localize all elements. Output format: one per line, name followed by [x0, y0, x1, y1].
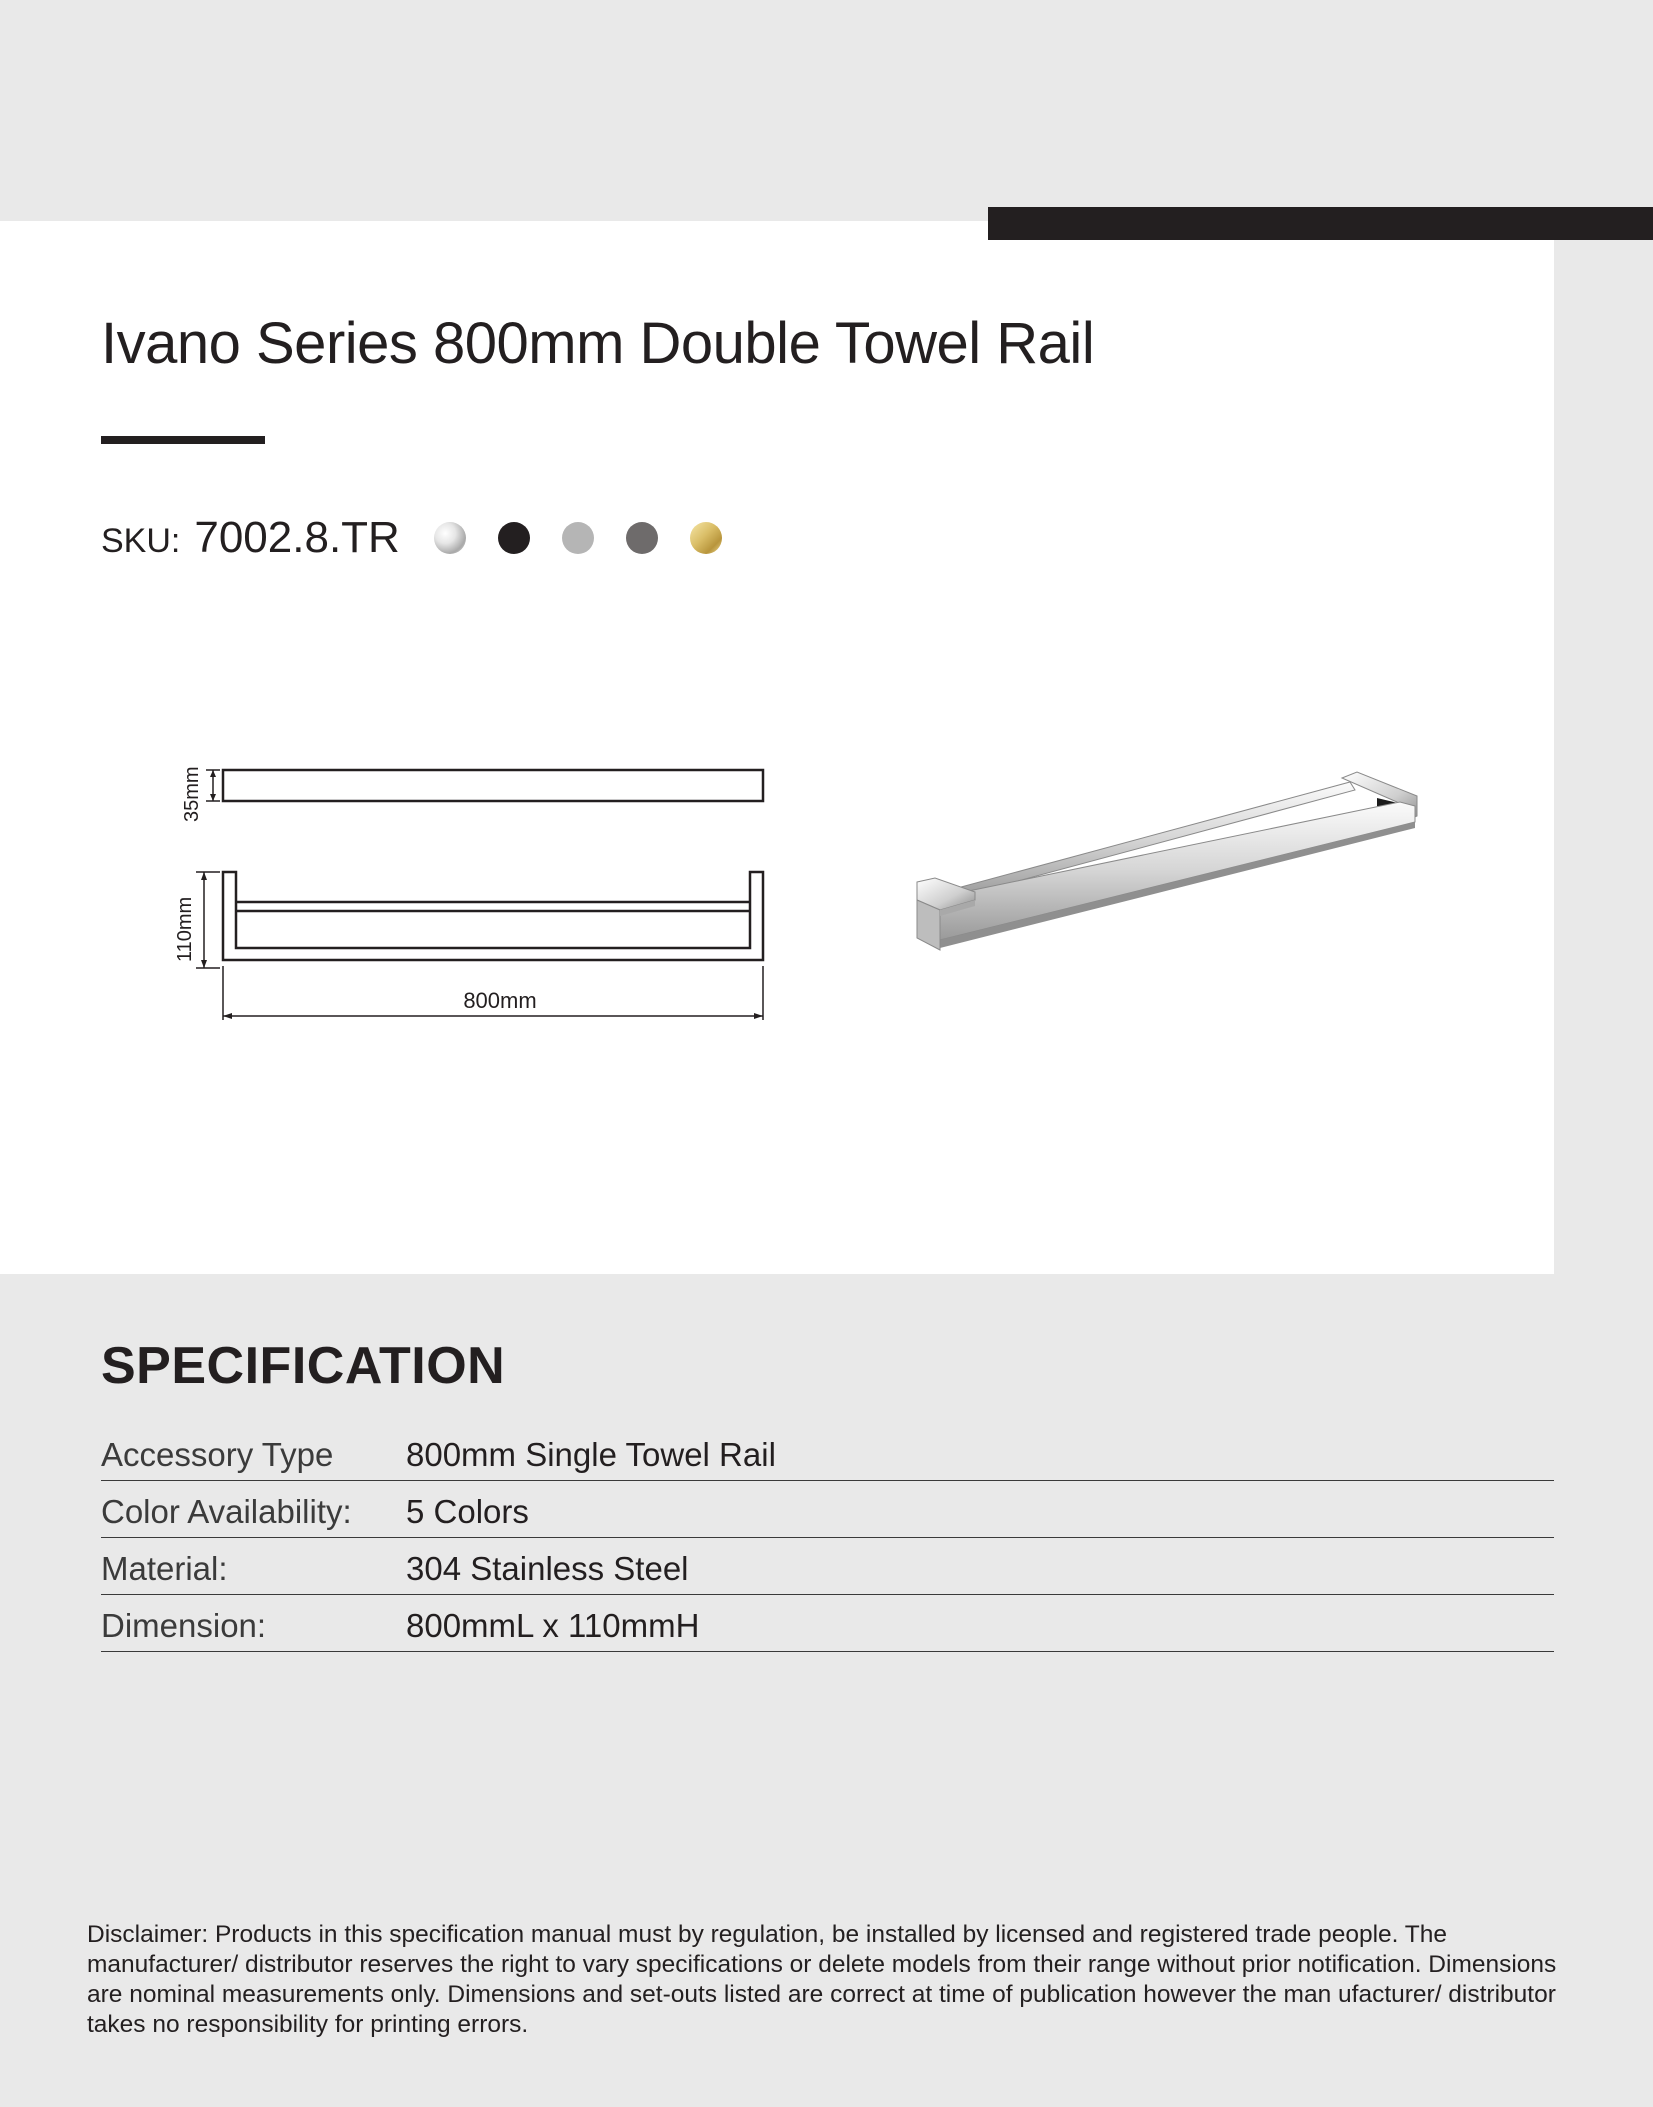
header-accent-bar — [988, 207, 1653, 240]
spec-label: Material: — [101, 1550, 228, 1587]
height-side-label: 110mm — [174, 896, 196, 962]
spec-row — [101, 1424, 1554, 1481]
specification-heading: SPECIFICATION — [101, 1337, 506, 1395]
side-view-outline — [223, 872, 763, 960]
black-swatch — [498, 522, 530, 554]
disclaimer-text: Disclaimer: Products in this specification manual must by regulation, be installed by licensed and registered trade people. The manufacturer/ distributor reserves the right to vary specifications or delete models from their range without prior notification. Dimensions are nominal measurements only. Dimensions and set-outs listed are correct at time of publication however the man ufacturer/ distributor takes no responsibility for printing errors. — [87, 1921, 1557, 2038]
specification-table — [101, 1424, 1554, 1652]
spec-label: Accessory Type — [101, 1436, 334, 1473]
top-view-outline — [223, 770, 763, 801]
brushed-nickel-swatch — [562, 522, 594, 554]
spec-label: Dimension: — [101, 1607, 267, 1644]
width-label: 800mm — [463, 988, 537, 1013]
product-title: Ivano Series 800mm Double Towel Rail — [101, 311, 1095, 376]
gunmetal-swatch — [626, 522, 658, 554]
spec-row — [101, 1595, 1554, 1652]
sku-value: 7002.8.TR — [194, 513, 400, 562]
towel-rail-illustration — [905, 760, 1425, 970]
spec-value: 800mm Single Towel Rail — [406, 1436, 776, 1473]
sku-label: SKU: — [101, 521, 181, 560]
title-underline — [101, 436, 265, 444]
gold-swatch — [690, 522, 722, 554]
spec-label: Color Availability: — [101, 1493, 352, 1530]
chrome-swatch — [434, 522, 466, 554]
sku-row — [101, 510, 754, 566]
spec-row — [101, 1481, 1554, 1538]
dimension-diagram — [160, 740, 780, 1030]
spec-value: 800mmL x 110mmH — [406, 1607, 700, 1644]
spec-value: 304 Stainless Steel — [406, 1550, 689, 1587]
spec-value: 5 Colors — [406, 1493, 529, 1530]
height-top-label: 35mm — [181, 766, 203, 822]
spec-row — [101, 1538, 1554, 1595]
